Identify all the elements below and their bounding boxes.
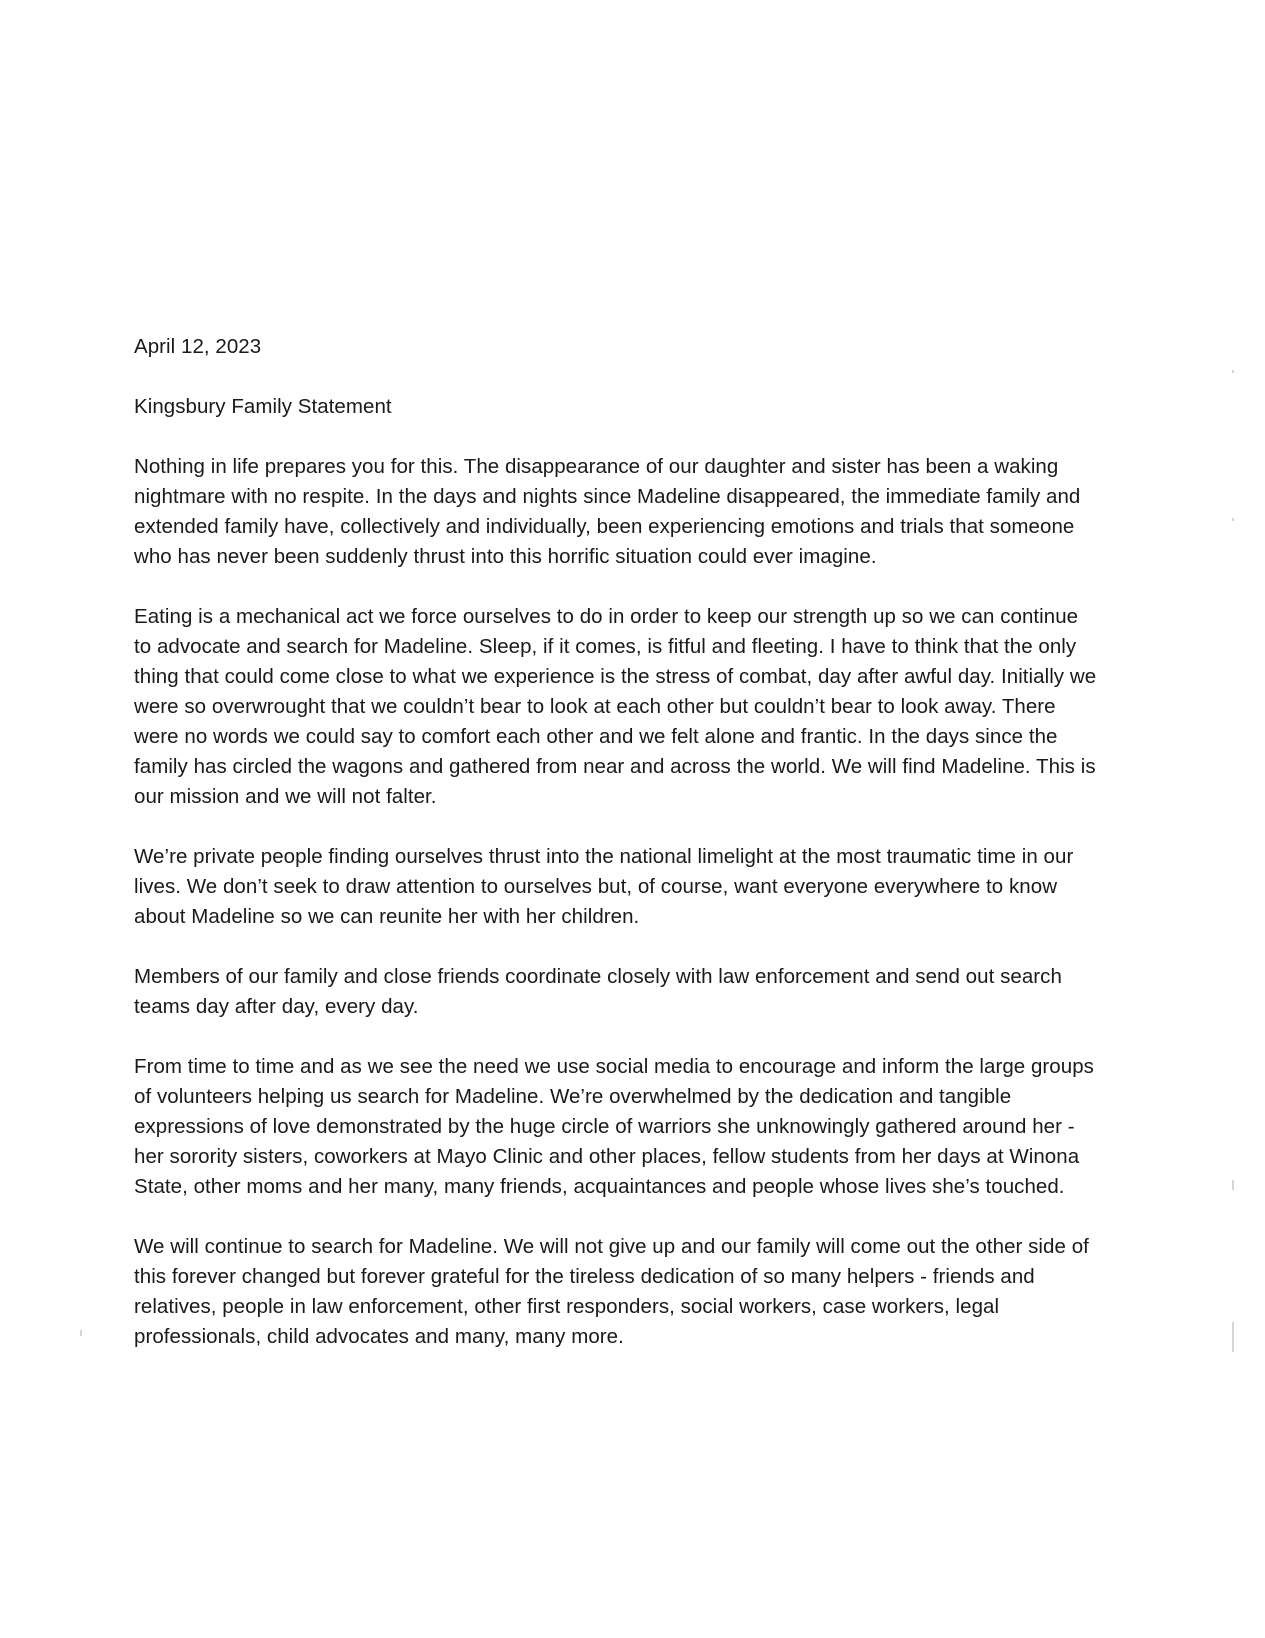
paragraph-6: We will continue to search for Madeline. We will not give up and our family will come out the other side of this forever changed but forever grateful for the tireless dedication of so many helpers - friends and relatives, people in law enforcement, other first responders, social workers, case workers, legal professionals, child advocates and many, many more.: [134, 1235, 1089, 1348]
paragraph-1: Nothing in life prepares you for this. The disappearance of our daughter and sister has been a waking nightmare with no respite. In the days and nights since Madeline disappeared, the immediate family and extended family have, collectively and individually, been experiencing emotions and trials that someone who has never been suddenly thrust into this horrific situation could ever imagine.: [134, 455, 1081, 568]
paragraph-5: From time to time and as we see the need we use social media to encourage and inform the large groups of volunteers helping us search for Madeline. We’re overwhelmed by the dedication and tangible expressions of love demonstrated by the huge circle of warriors she unknowingly gathered around her - her sorority sisters, coworkers at Mayo Clinic and other places, fellow students from her days at Winona State, other moms and her many, many friends, acquaintances and people whose lives she’s touched.: [134, 1055, 1094, 1198]
letter-body: [134, 332, 1099, 1352]
letter-date: April 12, 2023: [134, 335, 262, 358]
scan-artifact: [1232, 370, 1234, 373]
paragraph-3: We’re private people finding ourselves thrust into the national limelight at the most traumatic time in our lives. We don’t seek to draw attention to ourselves but, of course, want everyone everywhere to know about Madeline so we can reunite her with her children.: [134, 845, 1074, 928]
scan-artifact: [1232, 1322, 1234, 1352]
scan-artifact: [80, 1330, 82, 1336]
paragraph-2: Eating is a mechanical act we force ourselves to do in order to keep our strength up so we can continue to advocate and search for Madeline. Sleep, if it comes, is fitful and fleeting. I have to think that the only thing that could come close to what we experience is the stress of combat, day after awful day. Initially we were so overwrought that we couldn’t bear to look at each other but couldn’t bear to look away. There were no words we could say to comfort each other and we felt alone and frantic. In the days since the family has circled the wagons and gathered from near and across the world. We will find Madeline. This is our mission and we will not falter.: [134, 605, 1097, 808]
scan-artifact: [1232, 518, 1234, 521]
scan-artifact: [1232, 1180, 1234, 1190]
letter-title: Kingsbury Family Statement: [134, 395, 392, 418]
paragraph-4: Members of our family and close friends coordinate closely with law enforcement and send out search teams day after day, every day.: [134, 965, 1062, 1018]
